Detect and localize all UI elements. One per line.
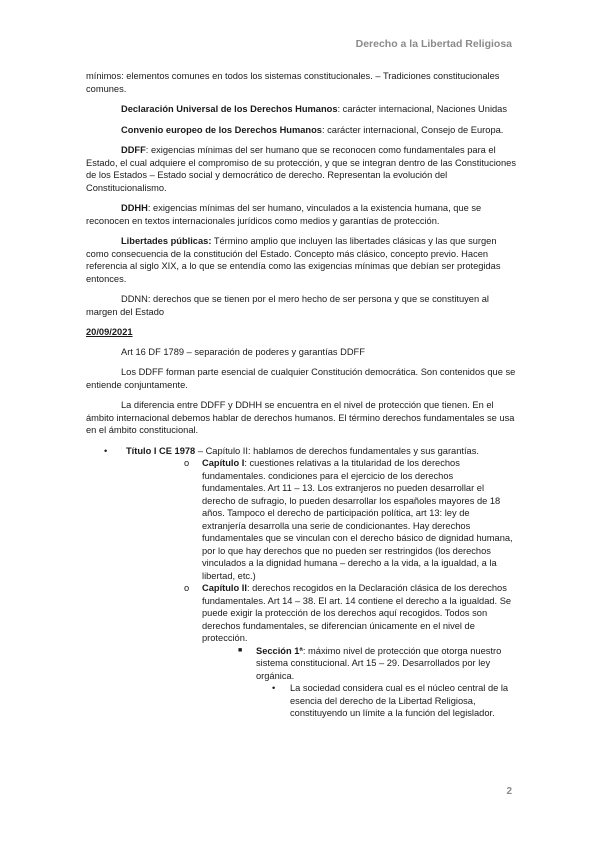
bullet-icon: • [104, 445, 108, 456]
paragraph-declaracion-universal [86, 103, 516, 116]
list-item-text: : derechos recogidos en la Declaración clásica de los derechos fundamentales. Art 14 – 38. El art. 14 contiene el derecho a la igualdad. Se puede exigir la protección de los derechos aquí recogidos. Todos son derechos fundamentales, se diferencian únicamente en el nivel de protección. [202, 583, 512, 643]
list-item-label: Capítulo II [202, 583, 247, 593]
paragraph-ddff-esencial: Los DDFF forman parte esencial de cualquier Constitución democrática. Son contenidos que se entiende conjuntamente. [86, 367, 516, 390]
list-item-text: : cuestiones relativas a la titularidad de los derechos fundamentales. condiciones para el ejercicio de los derechos fundamentales. Art 11 – 13. Los extranjeros no pueden desarrollar el derecho de sufragio, lo pueden desarrollar los españoles mayores de 18 años. Tampoco el derecho de participación política, art 13: ley de extranjería desarrolla una serie de condicionantes. Hay derechos fundamentales que se vinculan con el derecho básico de dignidad humana, por lo que hay derechos que no pueden ser restringidos (los derechos vinculados a la dignidad humana – derecho a la vida, a la igualdad, a la libertad, etc.) [202, 458, 513, 581]
circle-bullet-icon: o [184, 458, 190, 468]
square-bullet-icon: ■ [238, 646, 243, 654]
list-item-text: – Capítulo II: hablamos de derechos fundamentales y sus garantías. [195, 445, 479, 456]
term-definition: Término amplio que incluyen las libertades clásicas y las que surgen como consecuencia de la constitución del Estado. Concepto más clásico, concepto previo. Hacen referencia al siglo XIX, a lo que se entendía como las exigencias mínimas que debían ser protegidas entonces. [86, 236, 501, 284]
term-label: DDHH [121, 203, 148, 213]
term-label: Libertades públicas: [121, 236, 212, 246]
list-item-capitulo-ii [184, 582, 516, 720]
list-item-text: : máximo nivel de protección que otorga nuestro sistema constitucional. Art 15 – 29. Desarrollados por ley orgánica. [256, 645, 502, 681]
document-body [86, 70, 516, 720]
term-definition: : carácter internacional, Consejo de Europa. [321, 124, 504, 135]
term-label: Declaración Universal de los Derechos Humanos [121, 104, 338, 114]
list-item-nucleo-central [272, 682, 516, 720]
list-item-text: La sociedad considera cual es el núcleo central de la esencia del derecho de la Libertad Religiosa, constituyendo un límite a la función del legislador. [290, 683, 509, 718]
paragraph-art16: Art 16 DF 1789 – separación de poderes y garantías DDFF [121, 346, 365, 357]
page-number: 2 [506, 786, 512, 797]
term-label: DDFF [121, 145, 146, 155]
paragraph-libertades-publicas [86, 235, 516, 285]
list-item-label: Capítulo I [202, 458, 245, 468]
sublist-capitulos [184, 457, 516, 720]
running-header: Derecho a la Libertad Religiosa [355, 38, 512, 50]
sublist-seccion-1 [272, 682, 516, 720]
paragraph-ddff [86, 144, 516, 194]
term-definition: : carácter internacional, Naciones Unidas [337, 104, 507, 114]
term-definition: : exigencias mínimas del ser humano, vinculados a la existencia humana, que se reconocen en textos internacionales jurídicos como medios y garantías de protección. [86, 203, 482, 226]
outline-list [86, 445, 516, 720]
list-item-label: Sección 1ª [256, 645, 303, 656]
paragraph-ddhh [86, 202, 516, 227]
term-definition: : exigencias mínimas del ser humano que se reconocen como fundamentales para el Estado, el cual adquiere el compromiso de su protección, y que se integran dentro de las Constituciones de los Estados – Estado social y democrático de derecho. Representan la evolución del Constitucionalismo. [86, 145, 516, 193]
list-item-titulo-i [86, 445, 516, 720]
sublist-secciones [238, 645, 516, 720]
list-item-seccion-1 [238, 645, 516, 720]
paragraph-ddnn: DDNN: derechos que se tienen por el mero hecho de ser persona y que se constituyen al margen del Estado [86, 294, 489, 317]
bullet-icon: • [272, 683, 276, 693]
paragraph-minimos: mínimos: elementos comunes en todos los sistemas constitucionales. – Tradiciones constitucionales comunes. [86, 71, 500, 94]
paragraph-diferencia: La diferencia entre DDFF y DDHH se encuentra en el nivel de protección que tienen. En el ámbito internacional debemos hablar de derechos humanos. El término derechos fundamentales se usa en el ámbito constitucional. [86, 400, 515, 435]
paragraph-convenio-europeo [86, 124, 516, 137]
date-heading: 20/09/2021 [86, 327, 133, 337]
circle-bullet-icon: o [184, 583, 190, 593]
term-label: Convenio europeo de los Derechos Humanos [121, 124, 322, 135]
list-item-label: Título I CE 1978 [126, 445, 196, 456]
list-item-capitulo-i [184, 457, 516, 582]
